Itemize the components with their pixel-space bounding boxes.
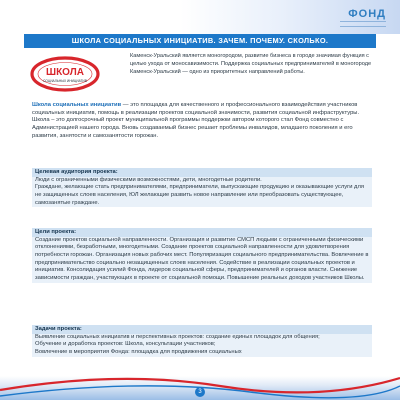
- section-heading: Цели проекта:: [32, 228, 372, 237]
- emblem-text: ШКОЛА: [46, 67, 84, 78]
- emblem-subtext: СОЦИАЛЬНЫХ ИНИЦИАТИВ: [43, 79, 87, 83]
- school-emblem-icon: [30, 55, 100, 93]
- section-tasks: [32, 325, 372, 357]
- logo-underline: [340, 21, 386, 27]
- header-decoration: [0, 0, 400, 34]
- section-body: [32, 237, 372, 283]
- section-audience: [32, 168, 372, 207]
- page-number: 3: [195, 387, 205, 397]
- section-paragraph: Создание проектов социальной направленности. Организация и развитие СМСП людьми с ограниченными физическими отклонениями, безработными, многодетными. Создание проектов социальной направленности для удовлетворения потребности горожан. Организация новых рабочих мест. Популяризация социального предпринимательства. Вовлечение в предпринимательство социально незащищенных слоев населения. Содействие в реализации социальных проектов и инициатив. Консолидация усилий Фонда, лидеров социальной сферы, предпринимателей и органов власти. Снижение зависимости граждан, участвующих в проекте от социальной помощи. Повышение реальных доходов участников Школы.: [35, 236, 369, 282]
- section-paragraph: Вовлечение в мероприятия Фонда: площадка для продвижения социальных: [35, 348, 242, 355]
- section-paragraph: Выявление социальных инициатив и перспективных проектов: создание единых площадок для общения;: [35, 333, 320, 340]
- intro-paragraph: Каменск-Уральский является моногородом, развитие бизнеса в городе значимая функция с целью ухода от моносавизимости. Поддержка социальных предпринимателей в моногороде Каменск-Уральский — одно из приоритетных направлений работы.: [130, 53, 372, 75]
- section-paragraph: Люди с ограниченными физическими возможностями, дети, многодетные родители.: [35, 176, 262, 183]
- section-paragraph: Граждане, желающие стать предпринимателями, предприниматели, выпускающие продукцию и оказывающие услуги для не защищенных слоев населения, ЮЛ желающие развить новое направление или преобразовать существующее, самозанятые граждане.: [35, 184, 364, 206]
- section-goals: [32, 228, 372, 283]
- fond-logo: ФОНД: [348, 8, 386, 20]
- page-title: ШКОЛА СОЦИАЛЬНЫХ ИНИЦИАТИВ. ЗАЧЕМ. ПОЧЕМУ. СКОЛЬКО.: [24, 34, 376, 48]
- section-body: [32, 177, 372, 208]
- description-lead: Школа социальных инициатив: [32, 102, 122, 108]
- section-heading: Задачи проекта:: [32, 325, 372, 334]
- description-paragraph: [32, 102, 372, 141]
- section-paragraph: Обучение и доработка проектов: Школа, консультации участников;: [35, 341, 216, 348]
- section-heading: Целевая аудитория проекта:: [32, 168, 372, 177]
- section-body: [32, 334, 372, 357]
- description-text: — это площадка для качественного и профессионального взаимодействия участников социальных инициатив, помощь в реализации проектов социальной значимости, развития социальной инфраструктуры. Школа – это долгосрочный проект муниципальной программы поддержки автором которого стал Фонд совместно с Администрацией нашего города. Вновь создаваемый бизнес решает проблемы инвалидов, младшего поколения и его развития, занятости и самозанятости горожан.: [32, 102, 360, 139]
